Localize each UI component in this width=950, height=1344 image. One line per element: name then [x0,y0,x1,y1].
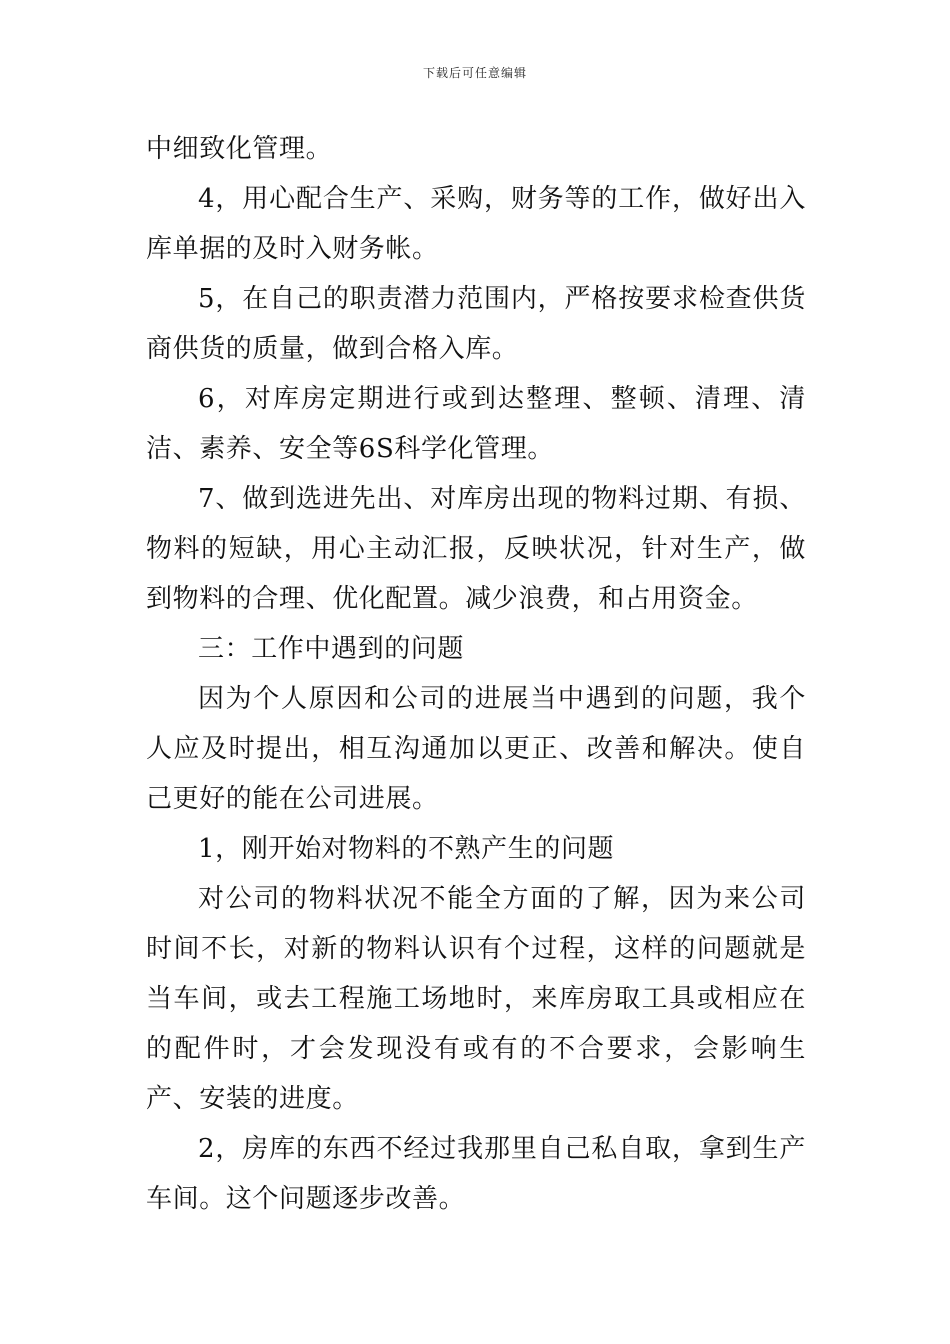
paragraph-problem-1-detail: 对公司的物料状况不能全方面的了解，因为来公司时间不长，对新的物料认识有个过程，这样的问题就是当车间，或去工程施工场地时，来库房取工具或相应在的配件时，才会发现没有或有的不合要求，会影响生产、安装的进度。 [146,884,806,1114]
section-heading-problems: 三：工作中遇到的问题 [198,634,465,664]
paragraph-item-6: 6，对库房定期进行或到达整理、整顿、清理、清洁、素养、安全等6S科学化管理。 [146,384,806,464]
paragraph-problems-intro: 因为个人原因和公司的进展当中遇到的问题，我个人应及时提出，相互沟通加以更正、改善和解决。使自己更好的能在公司进展。 [146,684,806,814]
paragraph-continuation: 中细致化管理。 [146,134,333,164]
subheading-problem-1: 1，刚开始对物料的不熟产生的问题 [198,834,615,864]
document-body [146,124,806,1224]
page-header: 下载后可任意编辑 [422,66,527,80]
paragraph-item-5: 5，在自己的职责潜力范围内，严格按要求检查供货商供货的质量，做到合格入库。 [146,284,806,364]
paragraph-problem-2: 2，房库的东西不经过我那里自己私自取，拿到生产车间。这个问题逐步改善。 [146,1134,806,1214]
paragraph-item-4: 4，用心配合生产、采购，财务等的工作，做好出入库单据的及时入财务帐。 [146,184,806,264]
paragraph-item-7: 7、做到选进先出、对库房出现的物料过期、有损、物料的短缺，用心主动汇报，反映状况，针对生产，做到物料的合理、优化配置。减少浪费，和占用资金。 [146,484,806,614]
